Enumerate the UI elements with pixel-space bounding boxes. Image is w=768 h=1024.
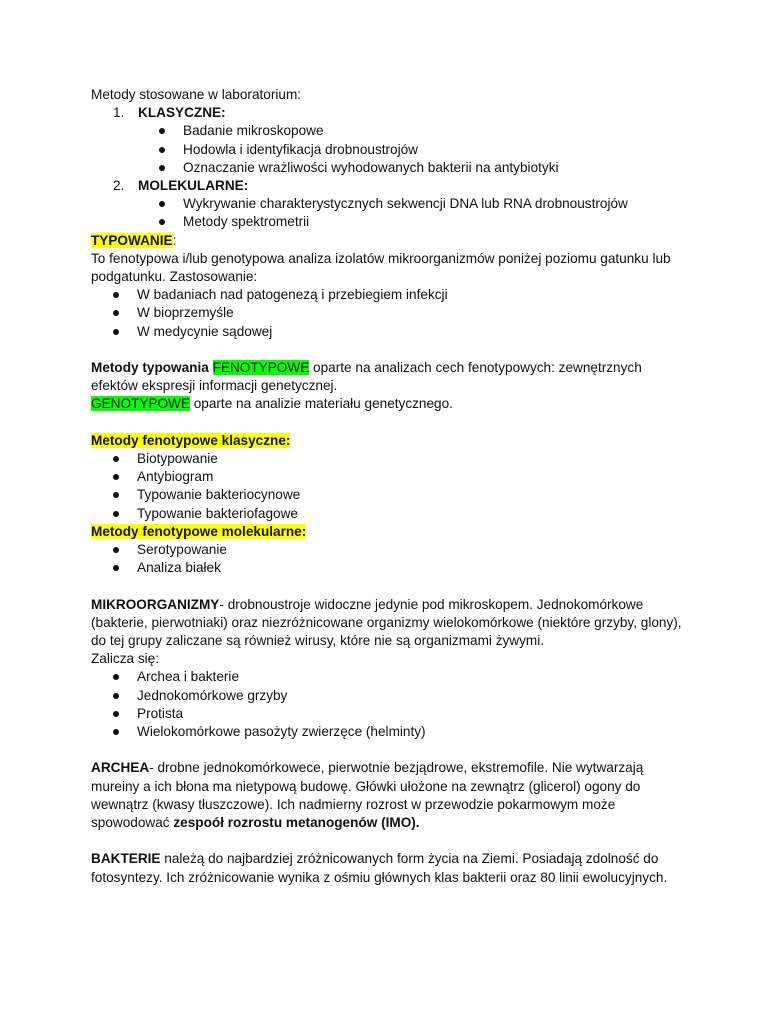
method-number: 1. bbox=[113, 105, 125, 121]
list-item: Antybiogram bbox=[137, 468, 691, 486]
list-item: Jednokomórkowe grzyby bbox=[137, 687, 691, 705]
list-item: W bioprzemyśle bbox=[137, 304, 691, 322]
method-number: 2. bbox=[113, 178, 125, 194]
methods-list-2 bbox=[91, 177, 691, 195]
method-title: MOLEKULARNE: bbox=[138, 178, 249, 194]
spacer bbox=[91, 832, 691, 850]
list-item: W badaniach nad patogenezą i przebiegiem infekcji bbox=[137, 286, 691, 304]
methods-list bbox=[91, 104, 691, 122]
document-page bbox=[91, 86, 691, 887]
molecular-methods-list bbox=[91, 195, 691, 231]
list-item: Hodowla i identyfikacja drobnoustrojów bbox=[183, 141, 691, 159]
list-item: Analiza białek bbox=[137, 559, 691, 577]
list-item: Wykrywanie charakterystycznych sekwencji DNA lub RNA drobnoustrojów bbox=[183, 195, 691, 213]
classic-methods-list bbox=[91, 122, 691, 177]
fenotypowe-molekularne-list bbox=[91, 541, 691, 577]
list-item: Badanie mikroskopowe bbox=[183, 122, 691, 140]
mikroorganizmy-lead: Zalicza się: bbox=[91, 651, 159, 667]
typowanie-uses-list bbox=[91, 286, 691, 341]
list-item: Archea i bakterie bbox=[137, 668, 691, 686]
mikroorganizmy-paragraph: MIKROORGANIZMY- drobnoustroje widoczne jedynie pod mikroskopem. Jednokomórkowe (bakterie, pierwotniaki) oraz niezróżnicowane organizmy wielokomórkowe (niektóre grzyby, glony), do tej grupy zaliczane są również wirusy, które nie są organizmami żywymi. bbox=[91, 596, 682, 649]
list-item: Oznaczanie wrażliwości wyhodowanych bakterii na antybiotyki bbox=[183, 159, 691, 177]
archea-paragraph: ARCHEA- drobne jednokomórkowece, pierwotnie bezjądrowe, ekstremofile. Nie wytwarzają mureiny a ich błona ma nietypową budowę. Główki ułożone na zewnątrz (glicerol) ogony do wewnątrz (kwasy tłuszczowe). Ich nadmierny rozrost w przewodzie pokarmowym może spowodować zespoół rozrostu metanogenów (IMO). bbox=[91, 760, 644, 831]
intro-line: Metody stosowane w laboratorium: bbox=[91, 87, 302, 102]
method-molecular bbox=[91, 177, 691, 195]
fenotypowe-molekularne-heading: Metody fenotypowe molekularne: bbox=[91, 523, 307, 539]
list-item: Protista bbox=[137, 705, 691, 723]
typowanie-heading: TYPOWANIE: bbox=[91, 232, 177, 248]
list-item: Wielokomórkowe pasożyty zwierzęce (helminty) bbox=[137, 723, 691, 741]
fenotypowe-klasyczne-list bbox=[91, 450, 691, 523]
list-item: Typowanie bakteriofagowe bbox=[137, 505, 691, 523]
list-item: Metody spektrometrii bbox=[183, 213, 691, 231]
list-item: Typowanie bakteriocynowe bbox=[137, 486, 691, 504]
typowanie-text: To fenotypowa i/lub genotypowa analiza izolatów mikroorganizmów poniżej poziomu gatunku lub podgatunku. Zastosowanie: bbox=[91, 250, 671, 285]
spacer bbox=[91, 577, 691, 595]
spacer bbox=[91, 341, 691, 359]
method-title: KLASYCZNE: bbox=[138, 105, 226, 121]
mikroorganizmy-list bbox=[91, 668, 691, 741]
method-classic bbox=[91, 104, 691, 122]
list-item: Biotypowanie bbox=[137, 450, 691, 468]
list-item: Serotypowanie bbox=[137, 541, 691, 559]
bakterie-paragraph: BAKTERIE należą do najbardziej zróżnicowanych form życia na Ziemi. Posiadają zdolność do fotosyntezy. Ich zróżnicowanie wynika z ośmiu głównych klas bakterii oraz 80 linii ewolucyjnych. bbox=[91, 851, 668, 885]
spacer bbox=[91, 414, 691, 432]
spacer bbox=[91, 741, 691, 759]
list-item: W medycynie sądowej bbox=[137, 323, 691, 341]
fenotypowe-klasyczne-heading: Metody fenotypowe klasyczne: bbox=[91, 432, 291, 448]
fenotypowe-paragraph: Metody typowania FENOTYPOWE oparte na analizach cech fenotypowych: zewnętrznych efektów ekspresji informacji genetycznej. bbox=[91, 360, 642, 394]
genotypowe-paragraph: GENOTYPOWE oparte na analizie materiału genetycznego. bbox=[91, 396, 453, 412]
